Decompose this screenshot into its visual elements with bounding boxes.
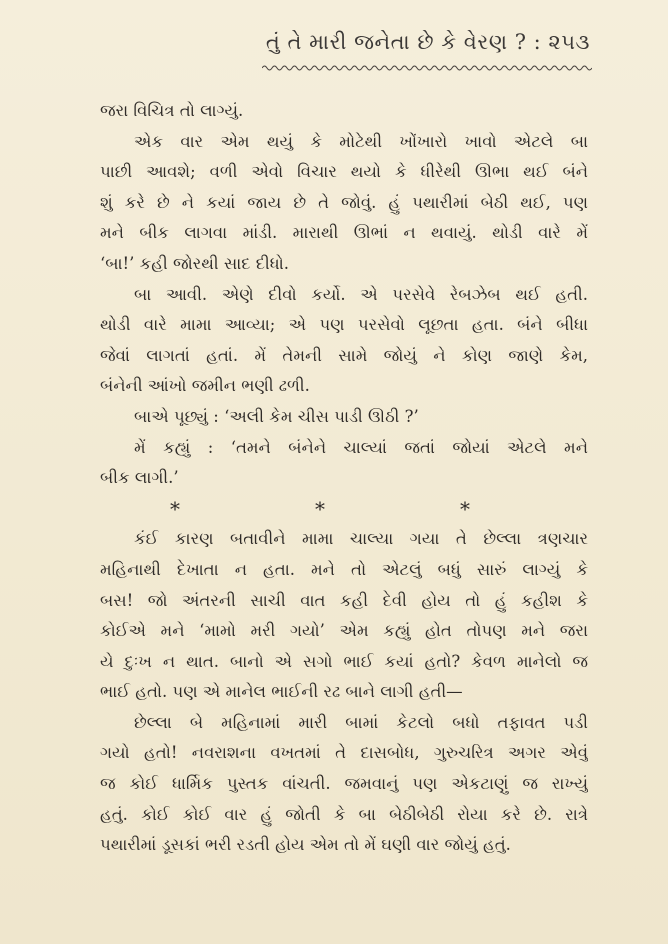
text-line: કોઈએ મને ‘મામો મરી ગયો’ એમ કહ્યું હોત તોપણ મને જરા	[100, 621, 588, 641]
body-text-part-one	[100, 96, 588, 494]
text-line: એક વાર એમ થયું કે મોટેથી ખોંખારો ખાવો એટલે બા	[134, 131, 588, 151]
text-line: જેવાં લાગતાં હતાં. મેં તેમની સામે જોયું ને કોણ જાણે કેમ,	[100, 345, 588, 365]
text-line: મહિનાથી દેખાતા ન હતા. મને તો એટલું બધું સારું લાગ્યું કે	[100, 559, 588, 579]
text-line: ભાઈ હતો. પણ એ માનેલ ભાઈની રઢ બાને લાગી હતી—	[100, 682, 463, 702]
separator-star: *	[315, 496, 325, 521]
text-line: મને બીક લાગવા માંડી. મારાથી ઊભાં ન થવાયું. થોડી વારે મેં	[100, 223, 588, 243]
section-separator	[170, 494, 470, 525]
page-body-text	[100, 96, 588, 861]
separator-star: *	[170, 496, 180, 521]
text-line: પાછી આવશે; વળી એવો વિચાર થયો કે ધીરેથી ઊભા થઈ બંને	[100, 162, 588, 182]
text-line: બા આવી. એણે દીવો કર્યો. એ પરસેવે રેબઝેબ થઈ હતી.	[134, 284, 588, 304]
body-text-part-two	[100, 524, 588, 861]
wavy-header-rule	[262, 64, 592, 72]
text-line: યે દુઃખ ન થાત. બાનો એ સગો ભાઈ કયાં હતો? કેવળ માનેલો જ	[100, 651, 588, 671]
text-line: પથારીમાં ડૂસકાં ભરી રડતી હોય એમ તો મેં ઘણી વાર જોયું હતું.	[100, 835, 511, 855]
text-line: બંનેની આંખો જમીન ભણી ઢળી.	[100, 376, 310, 396]
separator-star: *	[460, 496, 470, 521]
text-line: થોડી વારે મામા આવ્યા; એ પણ પરસેવો લૂછતા હતા. બંને બીધા	[100, 315, 588, 335]
text-line: છેલ્લા બે મહિનામાં મારી બામાં કેટલો બધો તફાવત પડી	[134, 712, 588, 732]
text-line: બસ! જો અંતરની સાચી વાત કહી દેવી હોય તો હું કહીશ કે	[100, 590, 588, 610]
text-line: ‘બા!’ કહી જોરથી સાદ દીધો.	[100, 253, 289, 273]
text-line: હતું. કોઈ કોઈ વાર હું જોતી કે બા બેઠીબેઠી રોયા કરે છે. રાત્રે	[100, 804, 588, 824]
running-header: તું તે મારી જનેતા છે કે વેરણ ? : ૨૫૩	[265, 30, 590, 54]
text-line: શું કરે છે ને કયાં જાય છે તે જોવું. હું પથારીમાં બેઠી થઈ, પણ	[100, 192, 588, 212]
text-line: જરા વિચિત્ર તો લાગ્યું.	[100, 101, 244, 120]
text-line: જ કોઈ ધાર્મિક પુસ્તક વાંચતી. જમવાનું પણ એકટાણું જ રાખ્યું	[100, 774, 588, 794]
text-line: મેં કહ્યું : ‘તમને બંનેને ચાલ્યાં જતાં જોયાં એટલે મને	[134, 437, 588, 457]
text-line: કંઈ કારણ બતાવીને મામા ચાલ્યા ગયા તે છેલ્લા ત્રણચાર	[134, 529, 588, 549]
text-line: બીક લાગી.’	[100, 468, 179, 488]
text-line: ગયો હતો! નવરાશના વખતમાં તે દાસબોધ, ગુરુચરિત્ર અગર એવું	[100, 743, 588, 763]
text-line: બાએ પૂછ્યું : ‘અલી કેમ ચીસ પાડી ઊઠી ?’	[134, 406, 419, 426]
